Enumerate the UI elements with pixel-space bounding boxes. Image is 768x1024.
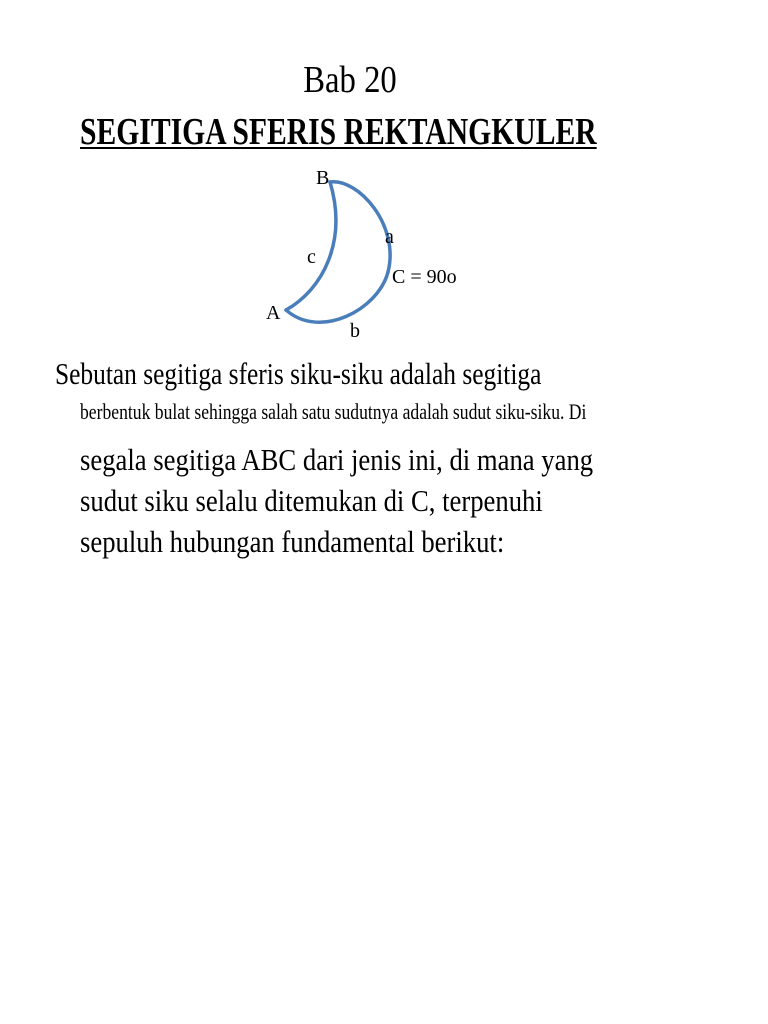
side-a-arc [330, 182, 390, 272]
page-title [80, 108, 597, 156]
spherical-triangle-figure [250, 160, 510, 350]
paragraph-line-2: sudut siku selalu ditemukan di C, terpenuhi [80, 483, 543, 518]
vertex-c-label: C = 90o [392, 266, 457, 288]
paragraph-line-1: segala segitiga ABC dari jenis ini, di mana yang [80, 442, 594, 477]
vertex-a-label: A [266, 302, 281, 324]
side-a-label: a [385, 226, 394, 248]
side-b-arc [286, 272, 388, 322]
intro-line-2: berbentuk bulat sehingga salah satu sudutnya adalah sudut siku-siku. Di [80, 399, 587, 424]
vertex-b-label: B [316, 167, 330, 189]
chapter-heading: Bab 20 [303, 59, 397, 101]
paragraph-line-3: sepuluh hubungan fundamental berikut: [80, 524, 505, 559]
spherical-triangle-diagram [250, 160, 510, 350]
side-c-label: c [307, 246, 316, 268]
side-b-label: b [350, 320, 360, 342]
intro-line-1: Sebutan segitiga sferis siku-siku adalah segitiga [55, 356, 542, 391]
page-title-text: SEGITIGA SFERIS REKTANGKULER [80, 111, 597, 153]
